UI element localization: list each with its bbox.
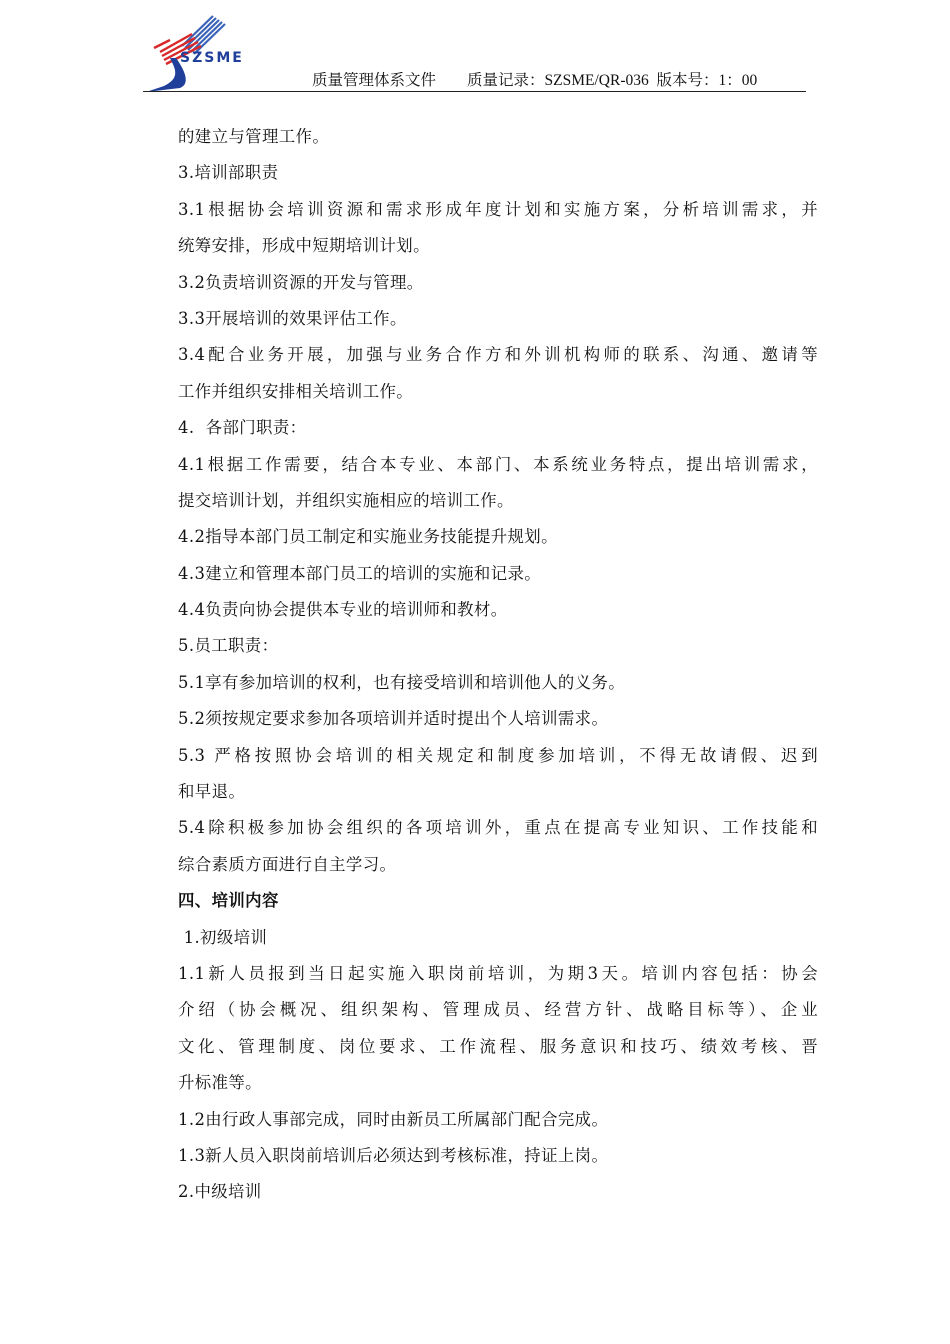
- text-line: 4.1根据工作需要，结合本专业、本部门、本系统业务特点，提出培训需求，: [178, 454, 818, 474]
- text-line: 5.1享有参加培训的权利，也有接受培训和培训他人的义务。: [178, 672, 626, 692]
- header-info: [312, 68, 757, 90]
- text-line: 提交培训计划，并组织实施相应的培训工作。: [178, 490, 514, 510]
- text-line: 3.4配合业务开展，加强与业务合作方和外训机构师的联系、沟通、邀请等: [178, 345, 818, 365]
- document-body: [178, 119, 818, 1211]
- text-line: 5.4除积极参加协会组织的各项培训外，重点在提高专业知识、工作技能和: [178, 818, 818, 838]
- text-line: 3.2负责培训资源的开发与管理。: [178, 272, 424, 292]
- text-line: 3.3开展培训的效果评估工作。: [178, 308, 407, 328]
- text-line: 工作并组织安排相关培训工作。: [178, 381, 414, 401]
- text-line: 统筹安排，形成中短期培训计划。: [178, 236, 430, 256]
- text-line: 文化、管理制度、岗位要求、工作流程、服务意识和技巧、绩效考核、晋: [178, 1036, 818, 1056]
- text-line: 4. 各部门职责：: [178, 418, 307, 438]
- header-rule: [143, 91, 806, 92]
- text-line: 5.3 严格按照协会培训的相关规定和制度参加培训，不得无故请假、迟到: [178, 745, 818, 765]
- section-heading: 四、培训内容: [178, 891, 279, 911]
- text-line: 4.3建立和管理本部门员工的培训的实施和记录。: [178, 563, 542, 583]
- text-line: 1.2由行政人事部完成，同时由新员工所属部门配合完成。: [178, 1109, 609, 1129]
- text-line: 介绍（协会概况、组织架构、管理成员、经营方针、战略目标等）、企业: [178, 1000, 818, 1020]
- text-line: 4.2指导本部门员工制定和实施业务技能提升规划。: [178, 527, 558, 547]
- text-line: 3.1根据协会培训资源和需求形成年度计划和实施方案，分析培训需求，并: [178, 199, 818, 219]
- text-line: 1.3新人员入职岗前培训后必须达到考核标准，持证上岗。: [178, 1145, 609, 1165]
- text-line: 2.中级培训: [178, 1182, 262, 1202]
- text-line: 3.培训部职责: [178, 163, 279, 183]
- text-line: 和早退。: [178, 782, 246, 802]
- version-number: 版本号：1：00: [656, 72, 758, 89]
- logo-text: SZSME: [180, 50, 244, 66]
- page-header: [0, 0, 950, 100]
- text-line: 1.初级培训: [178, 927, 268, 947]
- record-number: 质量记录：SZSME/QR-036: [467, 72, 649, 89]
- text-line: 综合素质方面进行自主学习。: [178, 854, 397, 874]
- text-line: 5.2须按规定要求参加各项培训并适时提出个人培训需求。: [178, 709, 609, 729]
- szsme-logo: [140, 12, 252, 96]
- text-line: 1.1新人员报到当日起实施入职岗前培训，为期3天。培训内容包括：协会: [178, 963, 818, 983]
- text-line: 的建立与管理工作。: [178, 127, 330, 146]
- doc-type: 质量管理体系文件: [312, 72, 437, 89]
- text-line: 4.4负责向协会提供本专业的培训师和教材。: [178, 600, 508, 620]
- text-line: 升标准等。: [178, 1073, 262, 1093]
- text-line: 5.员工职责：: [178, 636, 279, 656]
